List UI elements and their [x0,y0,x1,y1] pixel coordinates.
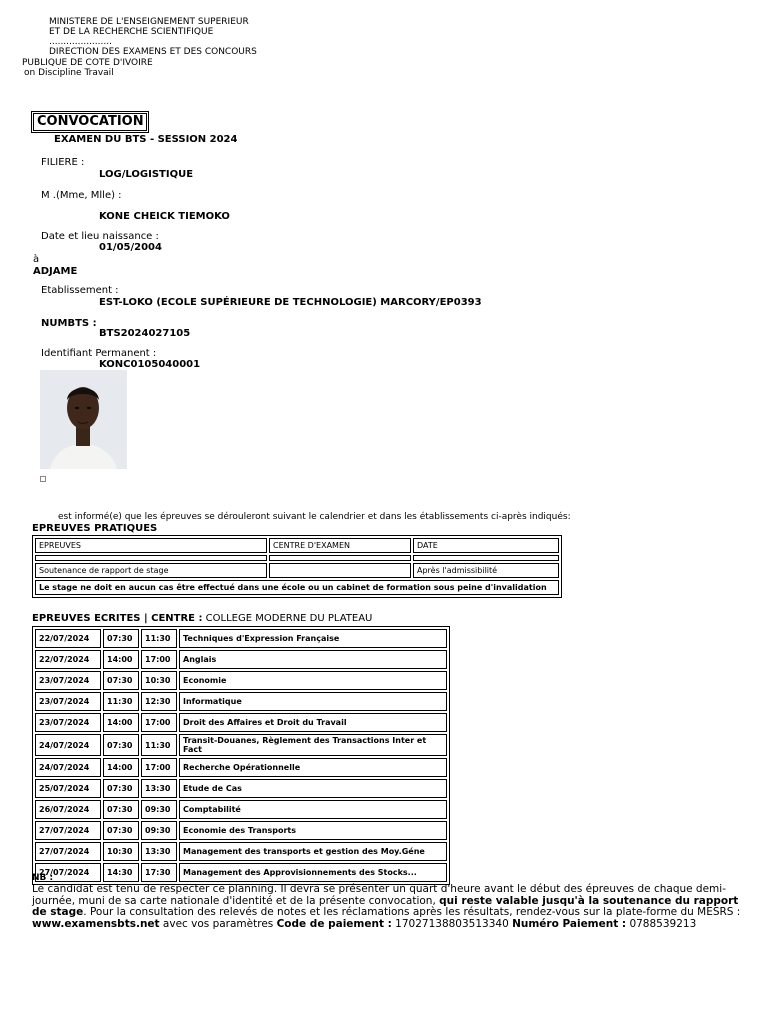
schedule-row [35,779,447,798]
exam-title: EXAMEN DU BTS - SESSION 2024 [54,134,238,145]
subject: Economie des Transports [179,821,447,840]
subject: Techniques d'Expression Française [179,629,447,648]
pratiques-table [32,535,562,598]
filiere-label: FILIERE : [41,157,85,168]
exam-date: 27/07/2024 [35,863,101,882]
start-time: 07:30 [103,671,139,690]
end-time: 09:30 [141,800,177,819]
nb-paragraph [32,884,752,930]
schedule-row [35,734,447,756]
schedule-row [35,629,447,648]
nb-text-2: . Pour la consultation des relevés de notes et les réclamations après les résultats, rendez-vous sur la plate-forme du MESRS : [83,906,741,918]
intro-text: est informé(e) que les épreuves se dérouleront suivant le calendrier et dans les établissements ci-après indiqués: [58,512,571,522]
etablissement-value: EST-LOKO (ECOLE SUPÉRIEURE DE TECHNOLOGIE) MARCORY/EP0393 [99,297,482,308]
subject: Transit-Douanes, Règlement des Transactions Inter et Fact [179,734,447,756]
end-time: 11:30 [141,629,177,648]
subject: Management des transports et gestion des Moy.Géne [179,842,447,861]
pratiques-header-row [35,538,559,553]
direction-line: DIRECTION DES EXAMENS ET DES CONCOURS [49,47,257,57]
pratiques-note: Le stage ne doit en aucun cas être effectué dans une école ou un cabinet de formation sous peine d'invalidation [35,580,559,595]
subject: Anglais [179,650,447,669]
ministry-line2: ET DE LA RECHERCHE SCIENTIFIQUE [49,27,214,37]
exam-date: 23/07/2024 [35,692,101,711]
start-time: 14:00 [103,650,139,669]
pratiques-centre [269,563,411,578]
start-time: 07:30 [103,734,139,756]
identifiant-label: Identifiant Permanent : [41,348,157,359]
schedule-row [35,863,447,882]
header-epreuves: EPREUVES [35,538,267,553]
schedule-row [35,650,447,669]
end-time: 17:00 [141,758,177,777]
etablissement-label: Etablissement : [41,285,119,296]
empty-cell [269,555,411,561]
numbts-label: NUMBTS : [41,318,97,329]
start-time: 14:00 [103,713,139,732]
start-time: 14:00 [103,758,139,777]
nb-num-label: Numéro Paiement : [512,917,627,930]
pratiques-note-row [35,580,559,595]
nb-code-value: 17027138803513340 [391,917,513,930]
end-time: 13:30 [141,779,177,798]
name-value: KONE CHEICK TIEMOKO [99,211,230,222]
candidate-photo [40,370,127,469]
birth-date: 01/05/2004 [99,242,162,253]
subject: Informatique [179,692,447,711]
end-time: 13:30 [141,842,177,861]
pratiques-date: Après l'admissibilité [413,563,559,578]
start-time: 07:30 [103,821,139,840]
exam-date: 27/07/2024 [35,821,101,840]
subject: Droit des Affaires et Droit du Travail [179,713,447,732]
subject: Management des Approvisionnements des Stocks... [179,863,447,882]
start-time: 07:30 [103,779,139,798]
end-time: 11:30 [141,734,177,756]
nb-code-label: Code de paiement : [276,917,392,930]
republic-line: PUBLIQUE DE COTE D'IVOIRE [22,58,153,68]
exam-date: 23/07/2024 [35,713,101,732]
nb-site-link[interactable]: www.examensbts.net [32,917,160,930]
start-time: 10:30 [103,842,139,861]
pratiques-epreuve: Soutenance de rapport de stage [35,563,267,578]
pratiques-title: EPREUVES PRATIQUES [32,523,158,534]
start-time: 11:30 [103,692,139,711]
pratiques-empty-row [35,555,559,561]
start-time: 07:30 [103,800,139,819]
name-label: M .(Mme, Mlle) : [41,190,122,201]
schedule-row [35,692,447,711]
pratiques-row [35,563,559,578]
subject: Economie [179,671,447,690]
filiere-value: LOG/LOGISTIQUE [99,169,194,180]
ministry-line1: MINISTERE DE L'ENSEIGNEMENT SUPERIEUR [49,17,249,27]
small-checkbox [40,476,46,482]
exam-date: 23/07/2024 [35,671,101,690]
nb-text-bold: qui reste valable jusqu'à la soutenance du rapport de stage [32,894,739,918]
start-time: 14:30 [103,863,139,882]
exam-date: 22/07/2024 [35,629,101,648]
schedule-row [35,842,447,861]
header-centre: CENTRE D'EXAMEN [269,538,411,553]
subject: Comptabilité [179,800,447,819]
end-time: 09:30 [141,821,177,840]
subject: Etude de Cas [179,779,447,798]
header-date: DATE [413,538,559,553]
schedule-row [35,758,447,777]
exam-date: 22/07/2024 [35,650,101,669]
start-time: 07:30 [103,629,139,648]
ecrites-title-bold: EPREUVES ECRITES | CENTRE : [32,613,203,624]
nb-params: avec vos paramètres [159,917,277,930]
schedule-row [35,821,447,840]
nb-num-value: 0788539213 [626,917,697,930]
nb-label: NB : [32,873,54,883]
exam-date: 27/07/2024 [35,842,101,861]
exam-date: 24/07/2024 [35,734,101,756]
empty-cell [35,555,267,561]
header-dots: ...................... [49,37,112,47]
end-time: 10:30 [141,671,177,690]
nb-text-1: Le candidat est tenu de respecter ce planning. Il devra se présenter un quart d'heure avant le début des épreuves de chaque demi-journée, muni de sa carte nationale d'identité et de la présente convocation, [32,883,726,907]
exam-date: 26/07/2024 [35,800,101,819]
end-time: 17:00 [141,650,177,669]
birth-label: Date et lieu naissance : [41,231,159,242]
schedule-row [35,713,447,732]
identifiant-value: KONC0105040001 [99,359,201,370]
convocation-box [31,111,149,133]
birth-a: à [33,254,40,265]
ecrites-table [32,626,450,885]
empty-cell [413,555,559,561]
numbts-value: BTS2024027105 [99,328,191,339]
subject: Recherche Opérationnelle [179,758,447,777]
schedule-row [35,800,447,819]
ecrites-centre: COLLEGE MODERNE DU PLATEAU [202,613,373,624]
motto-line: on Discipline Travail [24,68,114,78]
end-time: 12:30 [141,692,177,711]
convocation-title: CONVOCATION [33,113,147,131]
birth-place: ADJAME [33,266,78,277]
exam-date: 25/07/2024 [35,779,101,798]
end-time: 17:30 [141,863,177,882]
end-time: 17:00 [141,713,177,732]
ecrites-title [32,613,372,624]
schedule-row [35,671,447,690]
exam-date: 24/07/2024 [35,758,101,777]
